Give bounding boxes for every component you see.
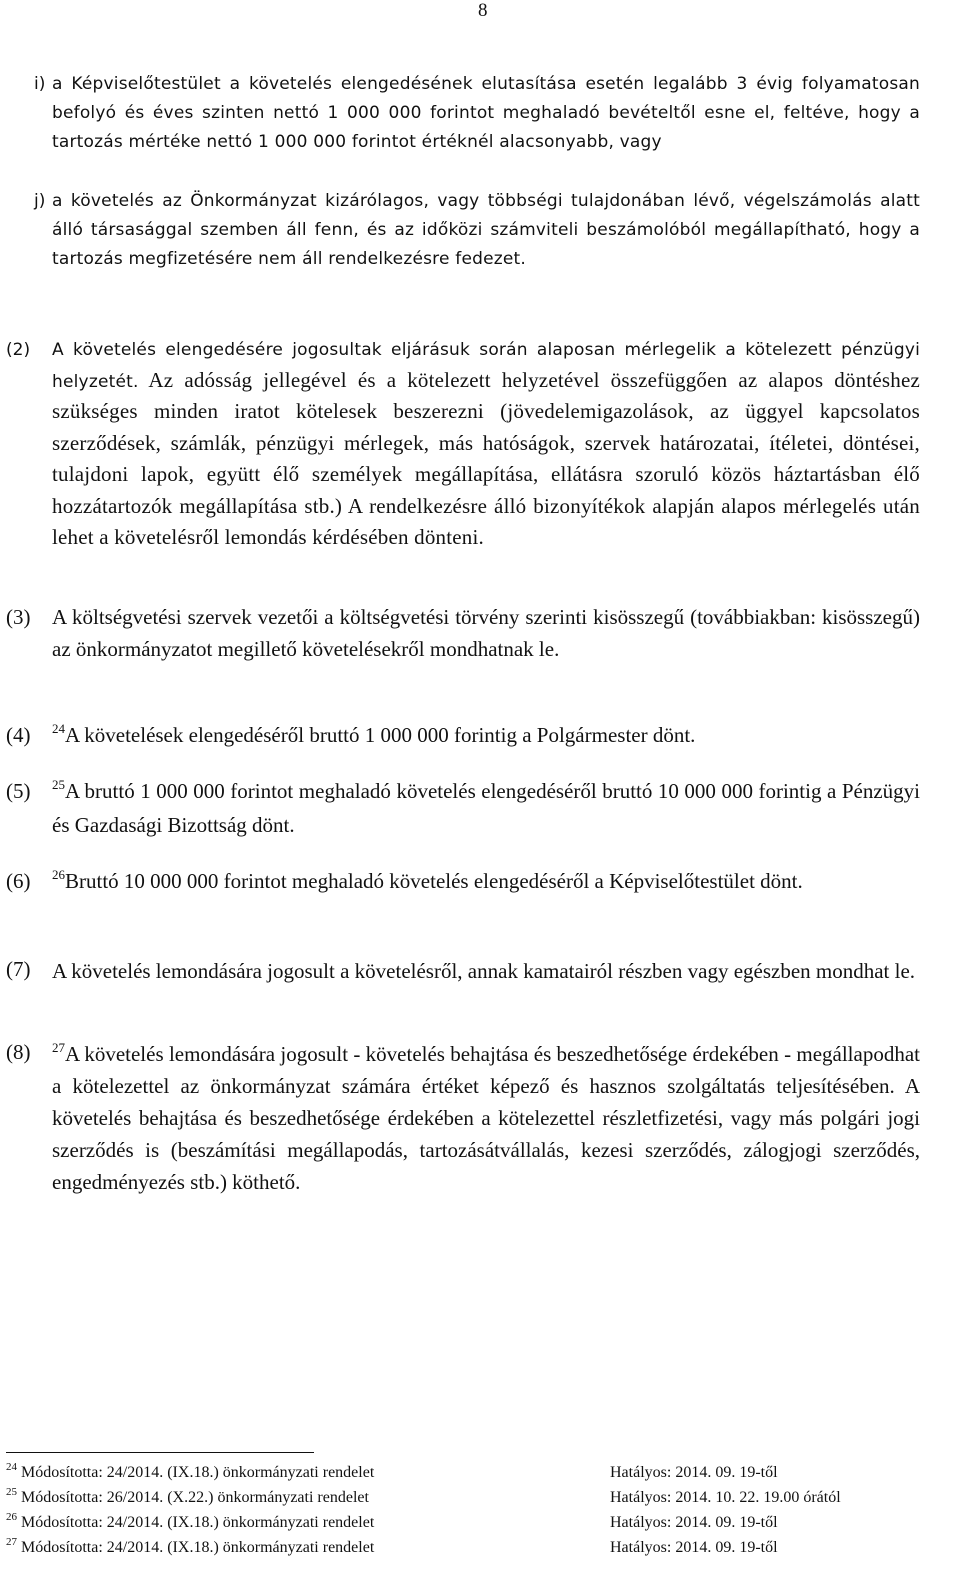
paragraph-label: (5)	[6, 779, 31, 803]
paragraph-text	[52, 774, 920, 842]
item-text: a Képviselőtestület a követelés elengedésének elutasítása esetén legalább 3 évig folyamatosan befolyó és éves szinten nettó 1 000 000 forintot meghaladó bevételtől esne el, feltéve, hogy a tartozás mértéke nettó 1 000 000 forintot értéknél alacsonyabb, vagy	[52, 74, 920, 153]
paragraph-label: (7)	[6, 957, 31, 981]
footnote-26	[6, 1510, 936, 1535]
paragraph-text: A költségvetési szervek vezetői a költségvetési törvény szerinti kisösszegű (továbbiakban: kisösszegű) az önkormányzatot megillető követelésekről mondhatnak le.	[52, 605, 920, 661]
footnote-effective: Hatályos: 2014. 09. 19-től	[610, 1514, 778, 1531]
paragraph-text-body: Bruttó 10 000 000 forintot meghaladó követelés elengedéséről a Képviselőtestület dönt.	[65, 869, 803, 893]
footnote-effective: Hatályos: 2014. 09. 19-től	[610, 1464, 778, 1481]
item-label: i)	[34, 74, 46, 94]
paragraph-text	[52, 864, 920, 898]
footnote-ref[interactable]: 25	[52, 777, 65, 792]
footnote-effective: Hatályos: 2014. 09. 19-től	[610, 1539, 778, 1556]
footnote-ref[interactable]: 27	[52, 1040, 65, 1055]
footnote-divider	[6, 1452, 314, 1453]
footnote-27	[6, 1535, 936, 1560]
footnote-text: Módosította: 24/2014. (IX.18.) önkormányzati rendelet	[21, 1464, 375, 1481]
paragraph-text-body: A bruttó 1 000 000 forintot meghaladó követelés elengedéséről bruttó 10 000 000 forintig a Pénzügyi és Gazdasági Bizottság dönt.	[52, 779, 920, 837]
paragraph-label: (2)	[6, 340, 31, 360]
paragraph-text	[52, 1038, 920, 1198]
footnote-ref[interactable]: 26	[52, 867, 65, 882]
page-number: 8	[478, 0, 488, 21]
footnote-24	[6, 1460, 936, 1485]
paragraph-text-body: A követelés lemondására jogosult - követelés behajtása és beszedhetősége érdekében - megállapodhat a kötelezettel az önkormányzat számára értéket képező és hasznos szolgáltatás teljesítésében. A követelés behajtása és beszedhetősége érdekében a kötelezettel részletfizetési, vagy más polgári jogi szerződés is (beszámítási megállapodás, tartozásátvállalás, kezesi szerződés, zálogjogi szerződés, engedményezés stb.) köthető.	[52, 1042, 920, 1194]
item-label: j)	[34, 191, 46, 211]
footnote-number: 26	[6, 1511, 17, 1523]
footnote-25	[6, 1485, 936, 1510]
paragraph-label: (3)	[6, 605, 31, 629]
paragraph-text	[52, 713, 920, 757]
footnote-text: Módosította: 24/2014. (IX.18.) önkormányzati rendelet	[21, 1514, 375, 1531]
footnote-number: 27	[6, 1536, 17, 1548]
footnote-number: 25	[6, 1486, 17, 1498]
footnote-text: Módosította: 24/2014. (IX.18.) önkormányzati rendelet	[21, 1539, 375, 1556]
footnote-ref[interactable]: 24	[52, 721, 65, 736]
footnotes	[6, 1460, 936, 1560]
paragraph-text-body: A követelések elengedéséről bruttó 1 000 000 forintig a Polgármester dönt.	[65, 723, 696, 747]
paragraph-text-part-2: Az adósság jellegével és a kötelezett helyzetével összefüggően az alapos döntéshez szükséges minden iratot kötelesek beszerezni (jövedelemigazolások, az üggyel kapcsolatos szerződések, számlák, pénzügyi mérlegek, más hatóságok, szervek határozatai, ítéletei, döntései, tulajdoni lapok, együtt élő személyek megállapítása, ellátásra szoruló közös háztartásban élő hozzátartozók megállapítása stb.) A rendelkezésre álló bizonyítékok alapján alapos mérlegelés után lehet a követelésről lemondás kérdésében dönteni.	[52, 367, 920, 549]
footnote-effective: Hatályos: 2014. 10. 22. 19.00 órától	[610, 1489, 841, 1506]
paragraph-text: A követelés lemondására jogosult a követelésről, annak kamatairól részben vagy egészben mondhat le.	[52, 959, 916, 983]
item-text: a követelés az Önkormányzat kizárólagos, vagy többségi tulajdonában lévő, végelszámolás alatt álló társasággal szemben áll fenn, és az időközi számviteli beszámolóból megállapítható, hogy a tartozás megfizetésére nem áll rendelkezésre fedezet.	[52, 191, 920, 270]
paragraph-text	[52, 336, 920, 555]
paragraph-text-part-1: A követelés elengedésére jogosultak eljárásuk során alaposan mérlegelik a kötelezett pénzügyi helyzetét.	[52, 340, 920, 392]
paragraph-label: (8)	[6, 1040, 31, 1064]
footnote-number: 24	[6, 1461, 17, 1473]
paragraph-label: (4)	[6, 723, 31, 747]
paragraph-label: (6)	[6, 869, 31, 893]
footnote-text: Módosította: 26/2014. (X.22.) önkormányzati rendelet	[21, 1489, 369, 1506]
